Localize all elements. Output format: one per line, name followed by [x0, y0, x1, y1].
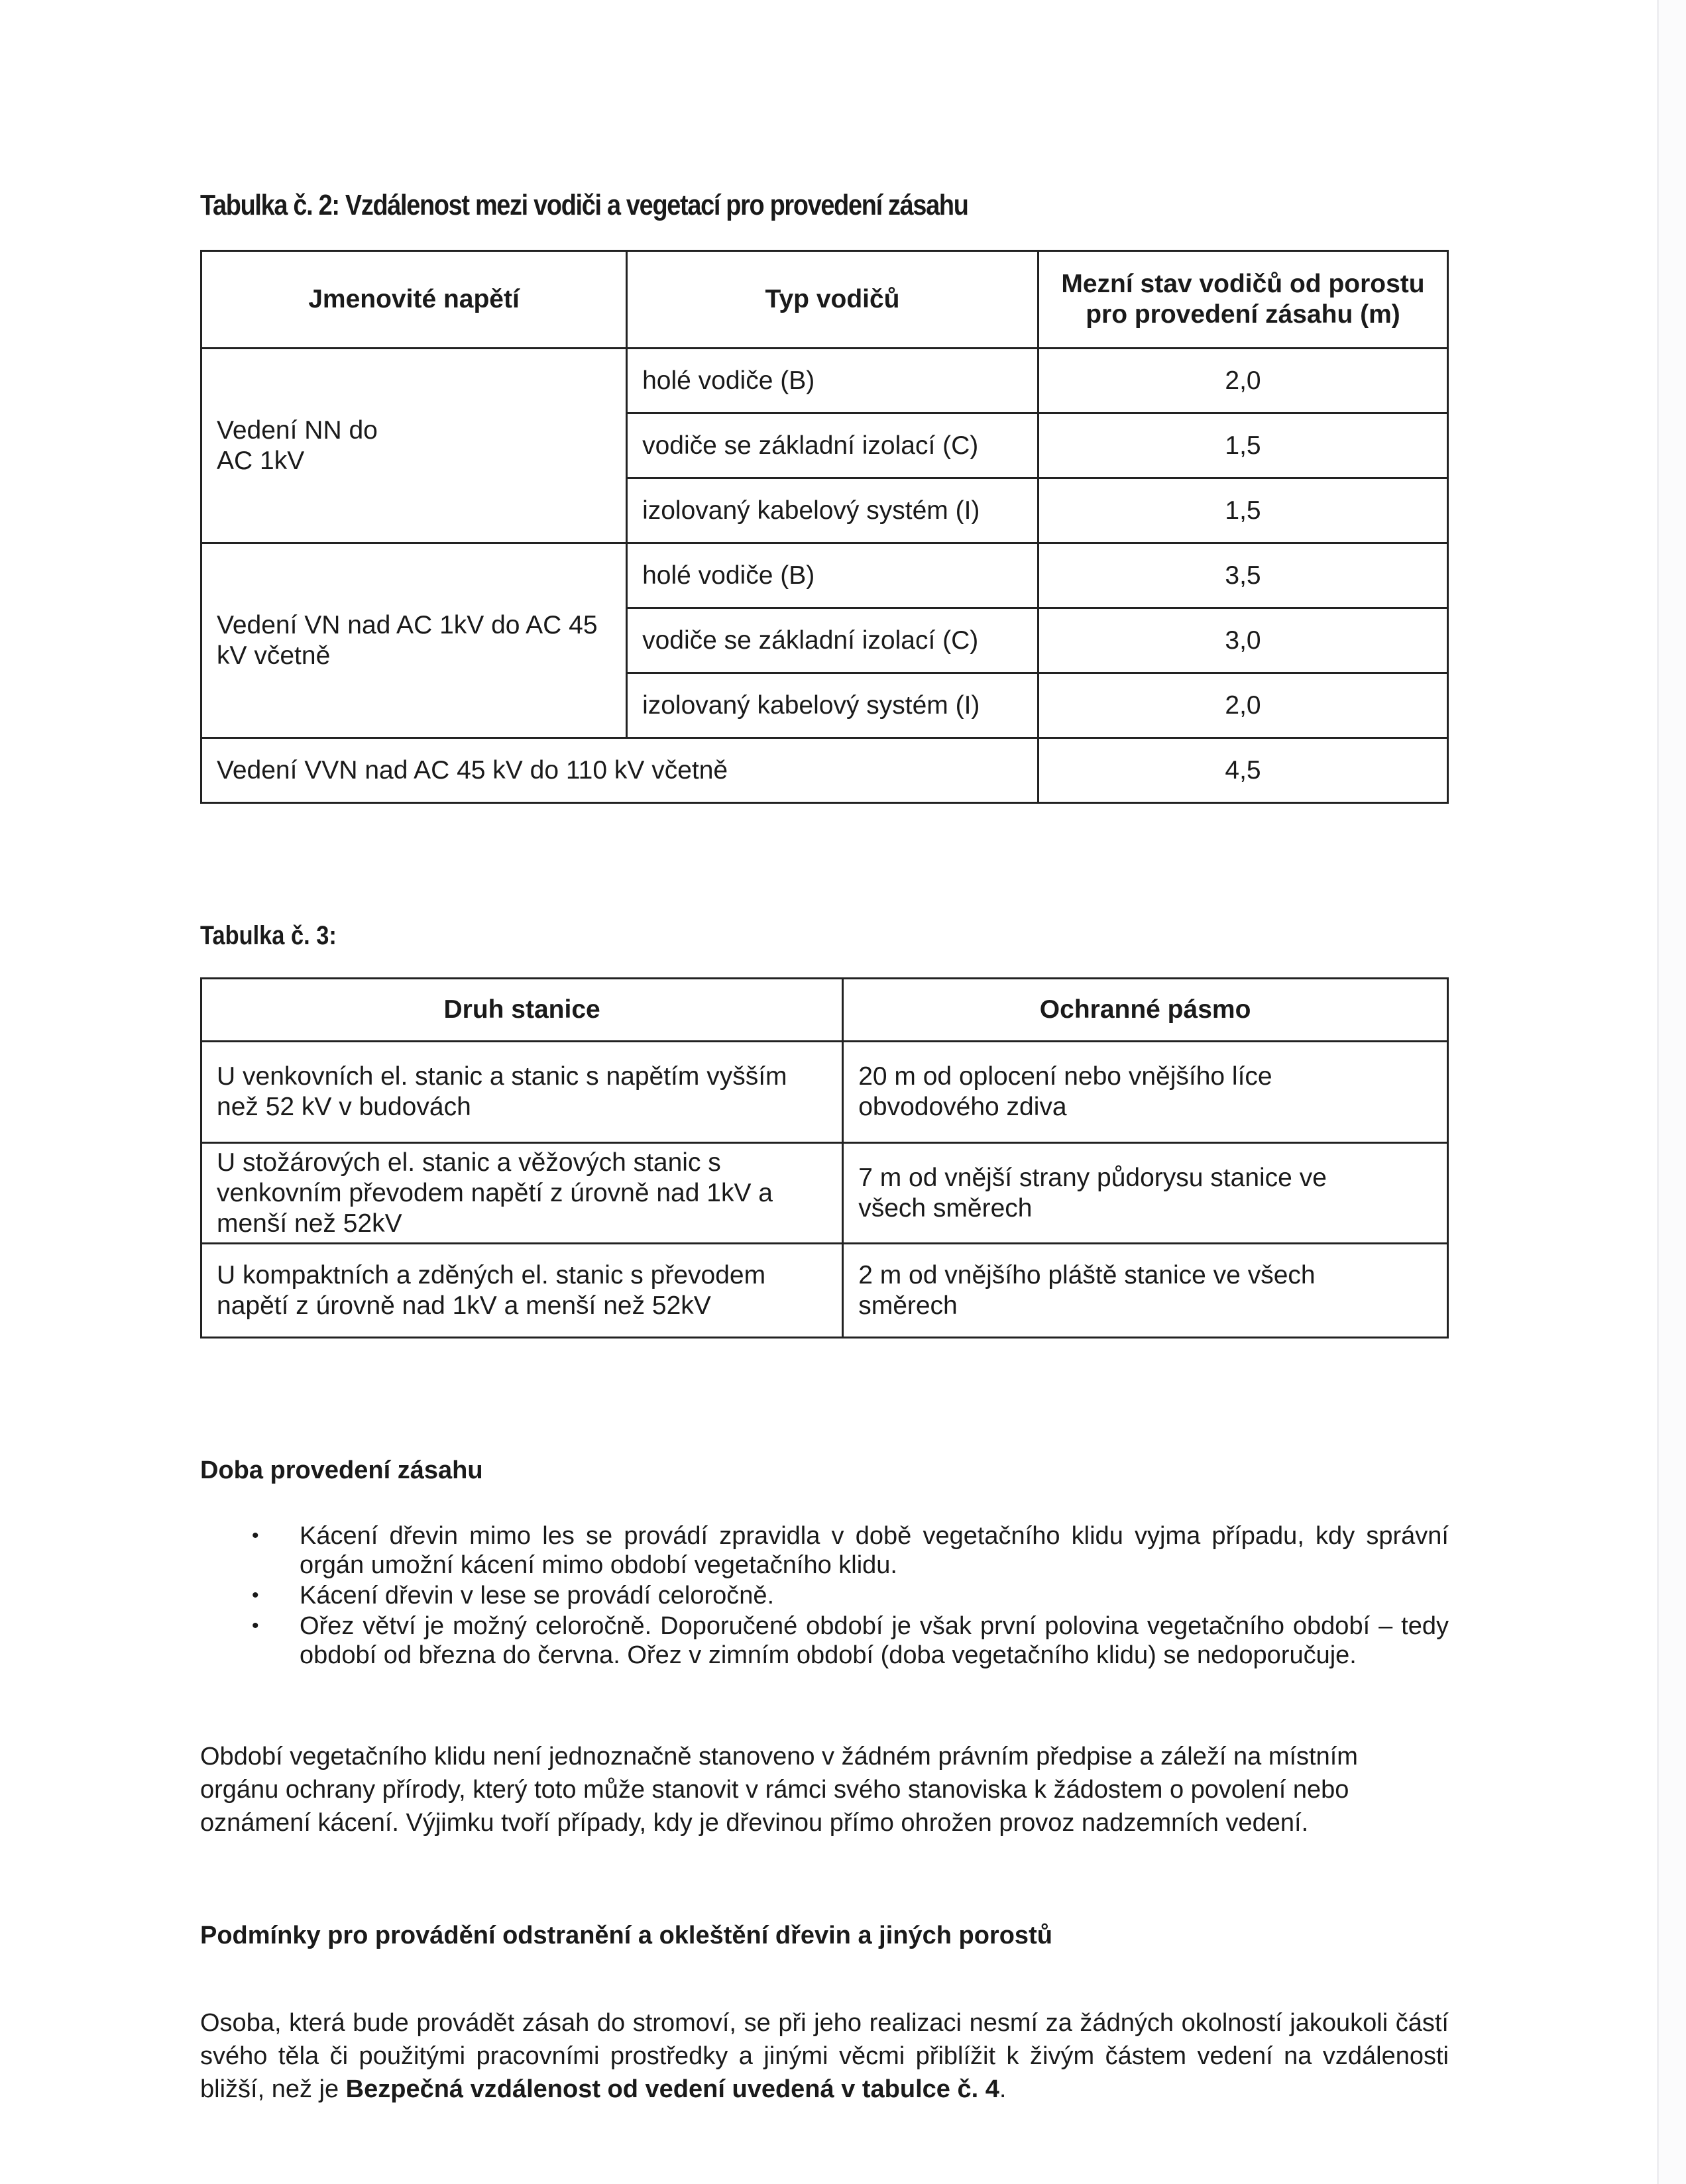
- value-cell: 3,0: [1038, 608, 1447, 673]
- value-cell: 3,5: [1038, 543, 1447, 608]
- voltage-cell: [201, 349, 627, 543]
- conditions-bold-reference: Bezpečná vzdálenost od vedení uvedená v tabulce č. 4: [345, 2075, 999, 2103]
- value-cell: 1,5: [1038, 413, 1447, 478]
- bullet-icon: •: [252, 1525, 259, 1547]
- list-item: [252, 1581, 1449, 1610]
- conditions-paragraph: [200, 2006, 1449, 2106]
- voltage-cell: Vedení VN nad AC 1kV do AC 45 kV včetně: [201, 543, 627, 738]
- list-item: [252, 1611, 1449, 1670]
- bullet-icon: •: [252, 1584, 259, 1606]
- voltage-cell: Vedení VVN nad AC 45 kV do 110 kV včetně: [201, 738, 1039, 803]
- table-row: [201, 1143, 1448, 1244]
- scan-page-edge: [1657, 0, 1686, 2184]
- type-cell: izolovaný kabelový systém (I): [627, 478, 1039, 543]
- zone-cell: 2 m od vnějšího pláště stanice ve všech směrech: [843, 1244, 1448, 1338]
- vegetation-rest-paragraph: Období vegetačního klidu není jednoznačně stanoveno v žádném právním předpise a záleží na místním orgánu ochrany přírody, který toto může stanovit v rámci svého stanoviska k žádostem o povolení nebo oznámení kácení. Výjimku tvoří případy, kdy je dřevinou přímo ohrožen provoz nadzemních vedení.: [200, 1743, 1358, 1837]
- type-cell: vodiče se základní izolací (C): [627, 608, 1039, 673]
- table3-header-row: [201, 979, 1448, 1042]
- table2-header-voltage: Jmenovité napětí: [201, 251, 627, 349]
- type-cell: izolovaný kabelový systém (I): [627, 673, 1039, 738]
- list-item-text: Ořez větví je možný celoročně. Doporučené období je však první polovina vegetačního období – tedy období od března do června. Ořez v zimním období (doba vegetačního klidu) se nedoporučuje.: [300, 1612, 1449, 1669]
- list-item-text: Kácení dřevin mimo les se provádí zpravidla v době vegetačního klidu vyjma případu, kdy správní orgán umožní kácení mimo období vegetačního klidu.: [300, 1522, 1449, 1579]
- section-timing-heading: Doba provedení zásahu: [200, 1456, 483, 1484]
- table-row: [201, 738, 1448, 803]
- section-conditions-heading: Podmínky pro provádění odstranění a okleštění dřevin a jiných porostů: [200, 1922, 1052, 1949]
- list-item: [252, 1521, 1449, 1580]
- table3-header-zone: Ochranné pásmo: [843, 979, 1448, 1042]
- bullet-icon: •: [252, 1615, 259, 1637]
- table2-title: Tabulka č. 2: Vzdálenost mezi vodiči a vegetací pro provedení zásahu: [200, 189, 968, 221]
- table2-header-limit: Mezní stav vodičů od porostu pro provedení zásahu (m): [1038, 251, 1447, 349]
- conditions-period: .: [999, 2075, 1007, 2103]
- table2-header-type: Typ vodičů: [627, 251, 1039, 349]
- timing-bullet-list: [252, 1521, 1449, 1671]
- type-cell: holé vodiče (B): [627, 349, 1039, 413]
- value-cell: 2,0: [1038, 673, 1447, 738]
- table2: [200, 250, 1449, 804]
- table-row: [201, 543, 1448, 608]
- table-row: [201, 349, 1448, 413]
- station-cell: U stožárových el. stanic a věžových stanic s venkovním převodem napětí z úrovně nad 1kV a menší než 52kV: [201, 1143, 843, 1244]
- table3-title: Tabulka č. 3:: [200, 921, 337, 950]
- voltage-label: Vedení NN do AC 1kV: [217, 415, 378, 475]
- table3-header-station: Druh stanice: [201, 979, 843, 1042]
- list-item-text: Kácení dřevin v lese se provádí celoročně.: [300, 1582, 775, 1610]
- table2-header-row: [201, 251, 1448, 349]
- table3: [200, 977, 1449, 1338]
- table-row: [201, 1042, 1448, 1143]
- conditions-text: Osoba, která bude provádět zásah do stromoví, se při jeho realizaci nesmí za žádných okolností jakoukoli částí svého těla či použitými pracovními prostředky a jinými věcmi přiblížit k živým částem vedení na vzdálenosti bližší, než je: [200, 2009, 1449, 2103]
- zone-cell: 7 m od vnější strany půdorysu stanice ve všech směrech: [843, 1143, 1448, 1244]
- station-cell: U kompaktních a zděných el. stanic s převodem napětí z úrovně nad 1kV a menší než 52kV: [201, 1244, 843, 1338]
- type-cell: vodiče se základní izolací (C): [627, 413, 1039, 478]
- value-cell: 2,0: [1038, 349, 1447, 413]
- value-cell: 1,5: [1038, 478, 1447, 543]
- type-cell: holé vodiče (B): [627, 543, 1039, 608]
- zone-cell: 20 m od oplocení nebo vnějšího líce obvodového zdiva: [843, 1042, 1448, 1143]
- table-row: [201, 1244, 1448, 1338]
- station-cell: U venkovních el. stanic a stanic s napětím vyšším než 52 kV v budovách: [201, 1042, 843, 1143]
- value-cell: 4,5: [1038, 738, 1447, 803]
